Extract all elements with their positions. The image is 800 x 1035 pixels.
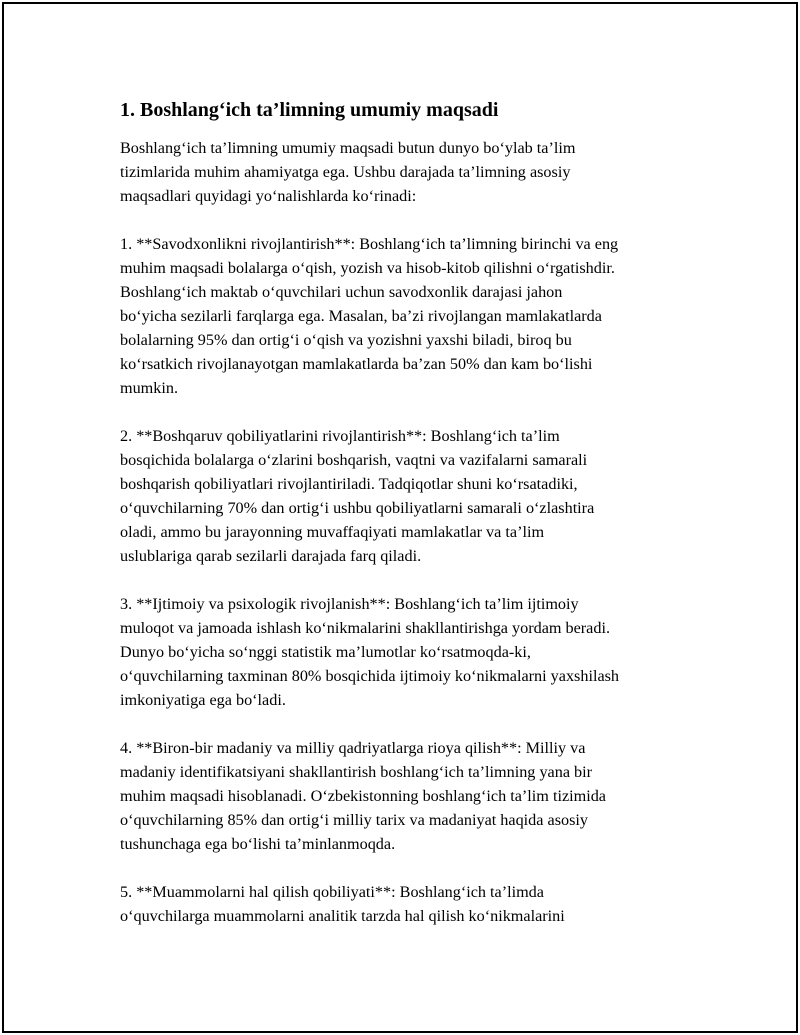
paragraph-intro	[120, 136, 696, 208]
text-line: bo‘yicha sezilarli farqlarga ega. Masalan, ba’zi rivojlangan mamlakatlarda	[120, 307, 602, 325]
text-line: 5. **Muammolarni hal qilish qobiliyati**: Boshlang‘ich ta’limda	[120, 883, 544, 901]
text-line: ko‘rsatkich rivojlanayotgan mamlakatlarda ba’zan 50% dan kam bo‘lishi	[120, 355, 593, 373]
text-line: muloqot va jamoada ishlash ko‘nikmalarini shakllantirishga yordam beradi.	[120, 619, 611, 637]
text-line: maqsadlari quyidagi yo‘nalishlarda ko‘rinadi:	[120, 187, 417, 205]
text-line: madaniy identifikatsiyani shakllantirish boshlang‘ich ta’limning yana bir	[120, 763, 593, 781]
text-line: o‘quvchilarga muammolarni analitik tarzda hal qilish ko‘nikmalarini	[120, 907, 565, 925]
text-line: bolalarning 95% dan ortig‘i o‘qish va yozishni yaxshi biladi, biroq bu	[120, 331, 572, 349]
text-line: 3. **Ijtimoiy va psixologik rivojlanish**: Boshlang‘ich ta’lim ijtimoiy	[120, 595, 579, 613]
text-line: o‘quvchilarning 85% dan ortig‘i milliy tarix va madaniyat haqida asosiy	[120, 811, 588, 829]
text-line: o‘quvchilarning taxminan 80% bosqichida ijtimoiy ko‘nikmalarni yaxshilash	[120, 667, 620, 685]
paragraph-item-3	[120, 592, 696, 712]
text-line: uslublariga qarab sezilarli darajada farq qiladi.	[120, 547, 422, 565]
text-line: 1. **Savodxonlikni rivojlantirish**: Boshlang‘ich ta’limning birinchi va eng	[120, 235, 619, 253]
text-line: mumkin.	[120, 379, 179, 397]
paragraph-item-1	[120, 232, 696, 400]
text-line: 4. **Biron-bir madaniy va milliy qadriyatlarga rioya qilish**: Milliy va	[120, 739, 586, 757]
text-line: Boshlang‘ich ta’limning umumiy maqsadi butun dunyo bo‘ylab ta’lim	[120, 139, 576, 157]
section-heading: 1. Boshlang‘ich ta’limning umumiy maqsadi	[120, 99, 499, 121]
text-line: boshqarish qobiliyatlari rivojlantiriladi. Tadqiqotlar shuni ko‘rsatadiki,	[120, 475, 578, 493]
text-line: muhim maqsadi hisoblanadi. O‘zbekistonning boshlang‘ich ta’lim tizimida	[120, 787, 606, 805]
text-line: Boshlang‘ich maktab o‘quvchilari uchun savodxonlik darajasi jahon	[120, 283, 563, 301]
text-line: oladi, ammo bu jarayonning muvaffaqiyati mamlakatlar va ta’lim	[120, 523, 545, 541]
paragraph-item-5	[120, 880, 696, 928]
text-line: o‘quvchilarning 70% dan ortig‘i ushbu qobiliyatlarni samarali o‘zlashtira	[120, 499, 595, 517]
paragraph-item-4	[120, 736, 696, 856]
text-line: tushunchaga ega bo‘lishi ta’minlanmoqda.	[120, 835, 396, 853]
text-line: Dunyo bo‘yicha so‘nggi statistik ma’lumotlar ko‘rsatmoqda-ki,	[120, 643, 531, 661]
paragraph-item-2	[120, 424, 696, 568]
text-line: 2. **Boshqaruv qobiliyatlarini rivojlantirish**: Boshlang‘ich ta’lim	[120, 427, 560, 445]
document-page	[2, 2, 798, 1033]
text-line: imkoniyatiga ega bo‘ladi.	[120, 691, 286, 709]
text-line: muhim maqsadi bolalarga o‘qish, yozish va hisob-kitob qilishni o‘rgatishdir.	[120, 259, 615, 277]
text-line: bosqichida bolalarga o‘zlarini boshqarish, vaqtni va vazifalarni samarali	[120, 451, 588, 469]
document-body	[120, 96, 696, 952]
text-line: tizimlarida muhim ahamiyatga ega. Ushbu darajada ta’limning asosiy	[120, 163, 571, 181]
